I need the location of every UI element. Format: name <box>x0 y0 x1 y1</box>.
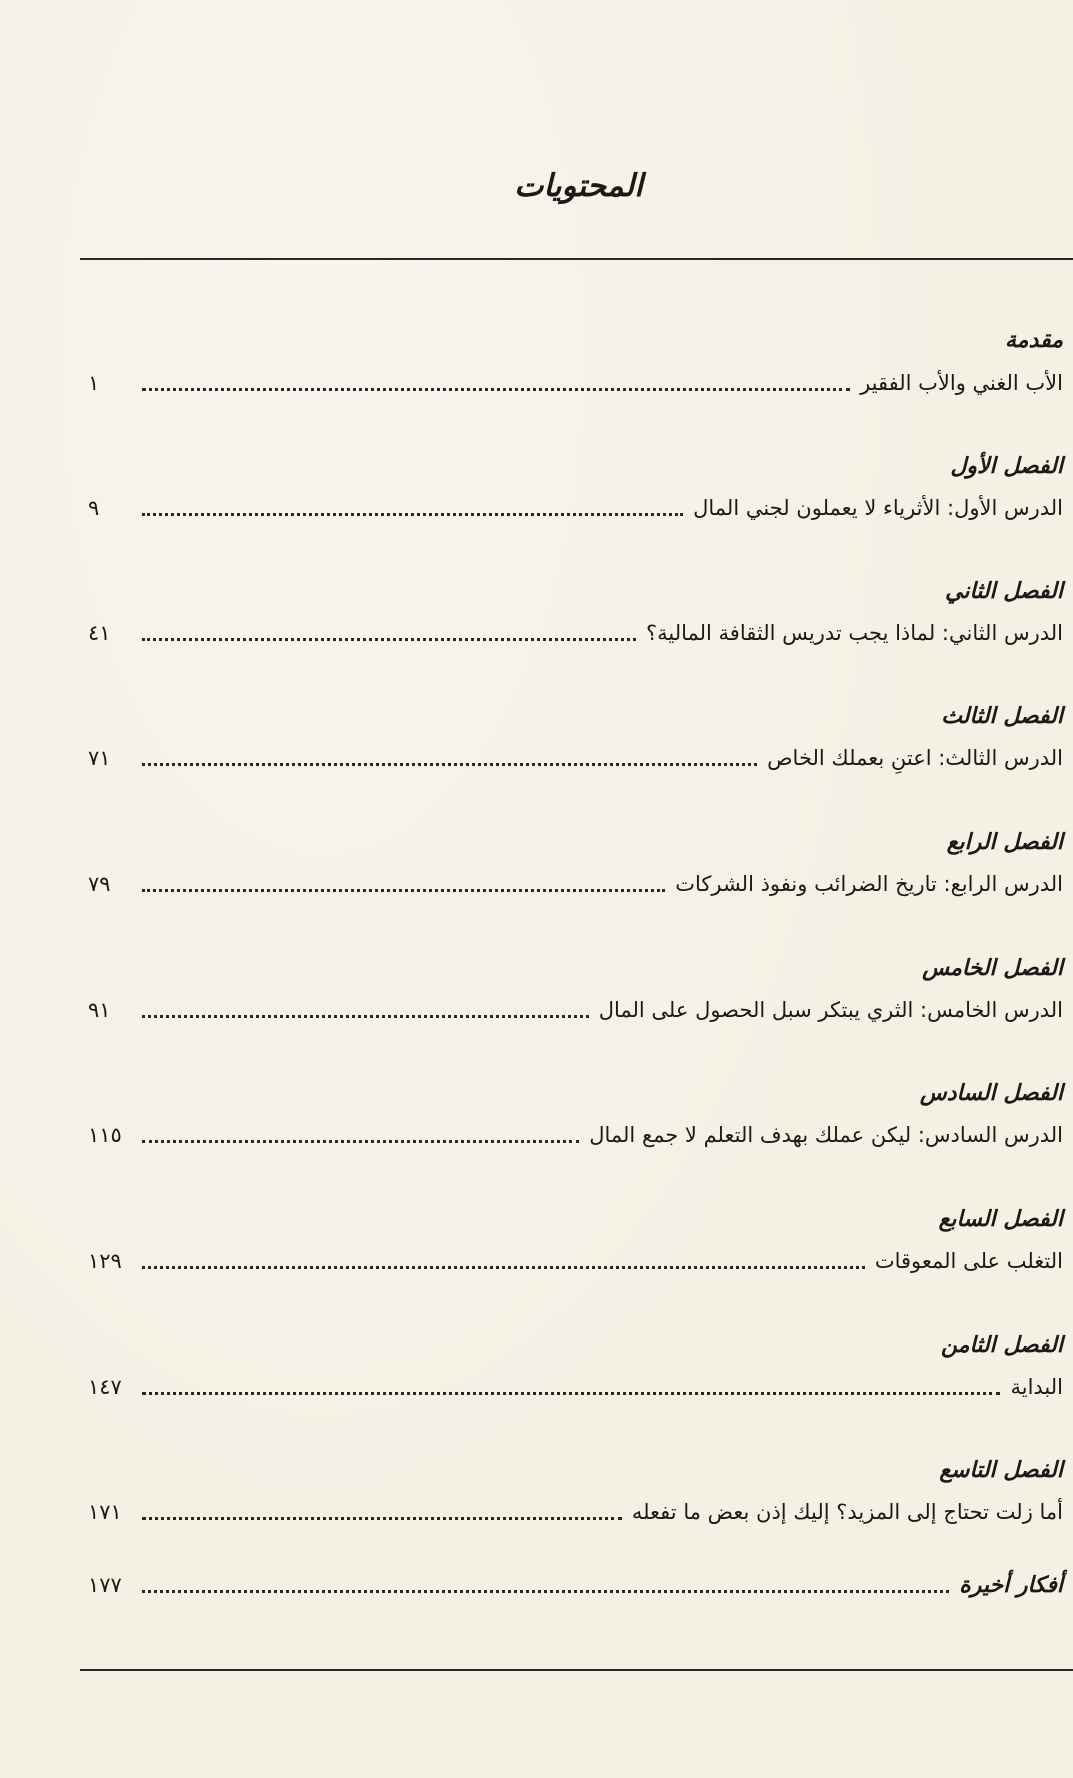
page-number: ٧١ <box>88 746 111 770</box>
page-number: ١٧٧ <box>88 1573 122 1597</box>
page-title: المحتويات <box>514 168 643 204</box>
toc-entry-chapter-7[interactable] <box>88 1244 1063 1276</box>
toc-entry-title: الدرس الرابع: تاريخ الضرائب ونفوذ الشركات <box>675 872 1063 896</box>
top-divider <box>80 258 1073 260</box>
dot-leader <box>142 388 850 391</box>
dot-leader <box>142 638 636 641</box>
dot-leader <box>142 763 757 766</box>
toc-entry-title: أما زلت تحتاج إلى المزيد؟ إليك إذن بعض ما تفعله <box>631 1500 1063 1524</box>
bottom-divider <box>80 1669 1073 1671</box>
toc-entry-introduction[interactable] <box>88 366 1063 398</box>
toc-entry-chapter-6[interactable] <box>88 1118 1063 1150</box>
dot-leader <box>142 513 683 516</box>
dot-leader <box>142 889 665 892</box>
page-number: ٤١ <box>88 621 111 645</box>
dot-leader <box>142 1590 949 1593</box>
page-number: ١٧١ <box>88 1500 122 1524</box>
section-heading-chapter-9: الفصل التاسع <box>939 1457 1063 1483</box>
toc-entry-title: أفكار أخيرة <box>959 1572 1063 1598</box>
page-number: ٩١ <box>88 998 111 1022</box>
page-number: ١ <box>88 371 100 395</box>
toc-entry-chapter-3[interactable] <box>88 741 1063 773</box>
toc-entry-chapter-2[interactable] <box>88 616 1063 648</box>
toc-entry-title: الأب الغني والأب الفقير <box>860 371 1063 395</box>
dot-leader <box>142 1392 1000 1395</box>
toc-entry-chapter-9[interactable] <box>88 1495 1063 1527</box>
toc-entry-title: الدرس الثالث: اعتنِ بعملك الخاص <box>767 746 1063 770</box>
toc-entry-chapter-5[interactable] <box>88 993 1063 1025</box>
toc-entry-chapter-1[interactable] <box>88 491 1063 523</box>
page-number: ٧٩ <box>88 872 111 896</box>
section-heading-introduction: مقدمة <box>1004 327 1063 353</box>
toc-entry-title: الدرس الثاني: لماذا يجب تدريس الثقافة المالية؟ <box>645 621 1063 645</box>
toc-entry-title: الدرس الأول: الأثرياء لا يعملون لجني المال <box>693 496 1063 520</box>
page-number: ١٤٧ <box>88 1375 122 1399</box>
section-heading-chapter-6: الفصل السادس <box>919 1080 1063 1106</box>
dot-leader <box>142 1140 579 1143</box>
section-heading-chapter-2: الفصل الثاني <box>945 578 1063 604</box>
toc-entry-title: الدرس الخامس: الثري يبتكر سبل الحصول على المال <box>598 998 1063 1022</box>
toc-entry-title: الدرس السادس: ليكن عملك بهدف التعلم لا جمع المال <box>589 1123 1063 1147</box>
section-heading-chapter-4: الفصل الرابع <box>946 829 1063 855</box>
section-heading-chapter-5: الفصل الخامس <box>922 955 1063 981</box>
toc-entry-title: التغلب على المعوقات <box>874 1249 1063 1273</box>
page-number: ١١٥ <box>88 1123 122 1147</box>
section-heading-chapter-8: الفصل الثامن <box>940 1332 1063 1358</box>
dot-leader <box>142 1266 865 1269</box>
section-heading-chapter-1: الفصل الأول <box>950 453 1063 479</box>
page-number: ١٢٩ <box>88 1249 122 1273</box>
dot-leader <box>142 1015 589 1018</box>
toc-entry-chapter-8[interactable] <box>88 1370 1063 1402</box>
dot-leader <box>142 1517 622 1520</box>
toc-entry-chapter-4[interactable] <box>88 867 1063 899</box>
section-heading-chapter-7: الفصل السابع <box>938 1206 1063 1232</box>
toc-entry-title: البداية <box>1010 1375 1063 1399</box>
page-number: ٩ <box>88 496 100 520</box>
toc-entry-final-thoughts[interactable] <box>88 1568 1063 1600</box>
section-heading-chapter-3: الفصل الثالث <box>941 703 1063 729</box>
